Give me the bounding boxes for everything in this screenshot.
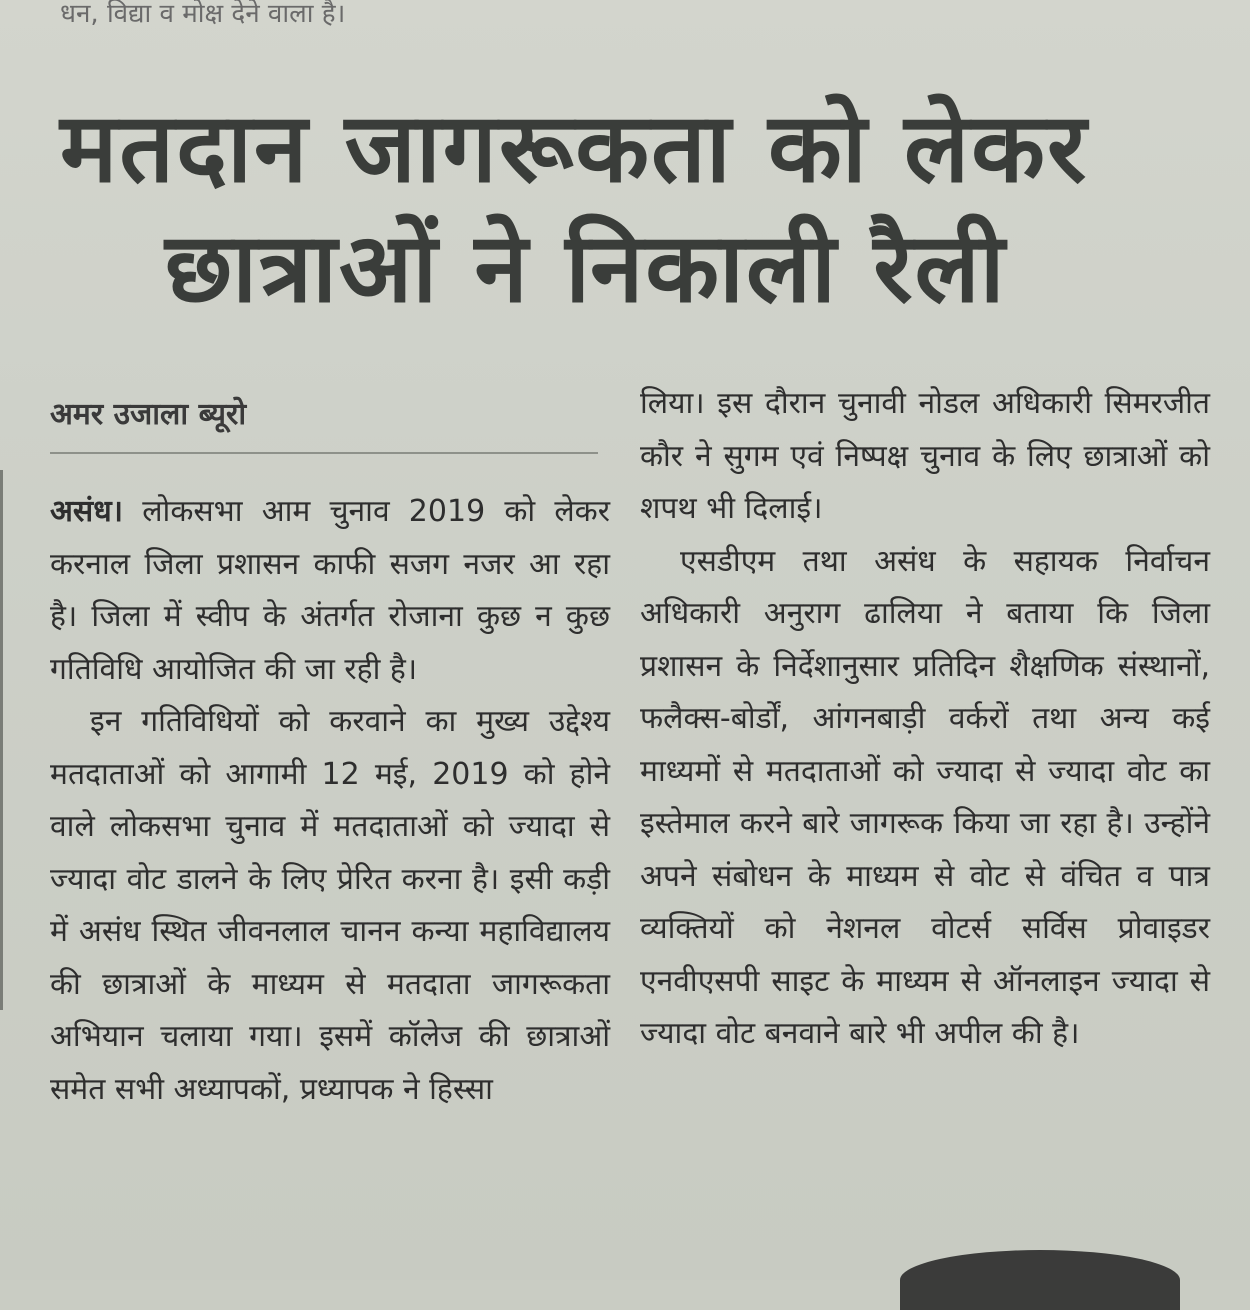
- paragraph-1-text: लोकसभा आम चुनाव 2019 को लेकर करनाल जिला प्रशासन काफी सजग नजर आ रहा है। जिला में स्वीप के अंतर्गत रोजाना कुछ न कुछ गतिविधि आयोजित की जा रही है।: [50, 494, 610, 687]
- headline-line-2: छात्राओं ने निकाली रैली: [165, 212, 1007, 324]
- byline: अमर उजाला ब्यूरो: [50, 397, 247, 432]
- article-column-2: [640, 378, 1210, 1061]
- dark-object-overlay: [900, 1250, 1180, 1310]
- article-paragraph-4: एसडीएम तथा असंध के सहायक निर्वाचन अधिकारी अनुराग ढालिया ने बताया कि जिला प्रशासन के निर्देशानुसार प्रतिदिन शैक्षणिक संस्थानों, फलैक्स-बोर्डों, आंगनबाड़ी वर्करों तथा अन्य कई माध्यमों से मतदाताओं को ज्यादा से ज्यादा वोट का इस्तेमाल करने बारे जागरूक किया जा रहा है। उन्होंने अपने संबोधन के माध्यम से वोट से वंचित व पात्र व्यक्तियों को नेशनल वोटर्स सर्विस प्रोवाइडर एनवीएसपी साइट के माध्यम से ऑनलाइन ज्यादा से ज्यादा वोट बनवाने बारे भी अपील की है।: [640, 543, 1210, 1051]
- dateline: असंध।: [50, 494, 124, 529]
- article-paragraph-1: [50, 486, 610, 696]
- article-column-1: [50, 486, 610, 1116]
- headline: [60, 88, 1210, 328]
- column-border: [0, 470, 3, 1010]
- article-paragraph-3: लिया। इस दौरान चुनावी नोडल अधिकारी सिमरजीत कौर ने सुगम एवं निष्पक्ष चुनाव के लिए छात्राओं को शपथ भी दिलाई।: [640, 386, 1210, 526]
- previous-article-tail: धन, विद्या व मोक्ष देने वाला है।: [60, 0, 346, 29]
- headline-line-1: मतदान जागरूकता को लेकर: [60, 92, 1089, 204]
- byline-divider: [50, 452, 598, 454]
- article-paragraph-2: इन गतिविधियों को करवाने का मुख्य उद्देश्य मतदाताओं को आगामी 12 मई, 2019 को होने वाले लोकसभा चुनाव में मतदाताओं को ज्यादा से ज्यादा वोट डालने के लिए प्रेरित करना है। इसी कड़ी में असंध स्थित जीवनलाल चानन कन्या महाविद्यालय की छात्राओं के माध्यम से मतदाता जागरूकता अभियान चलाया गया। इसमें कॉलेज की छात्राओं समेत सभी अध्यापकों, प्रध्यापक ने हिस्सा: [50, 704, 610, 1107]
